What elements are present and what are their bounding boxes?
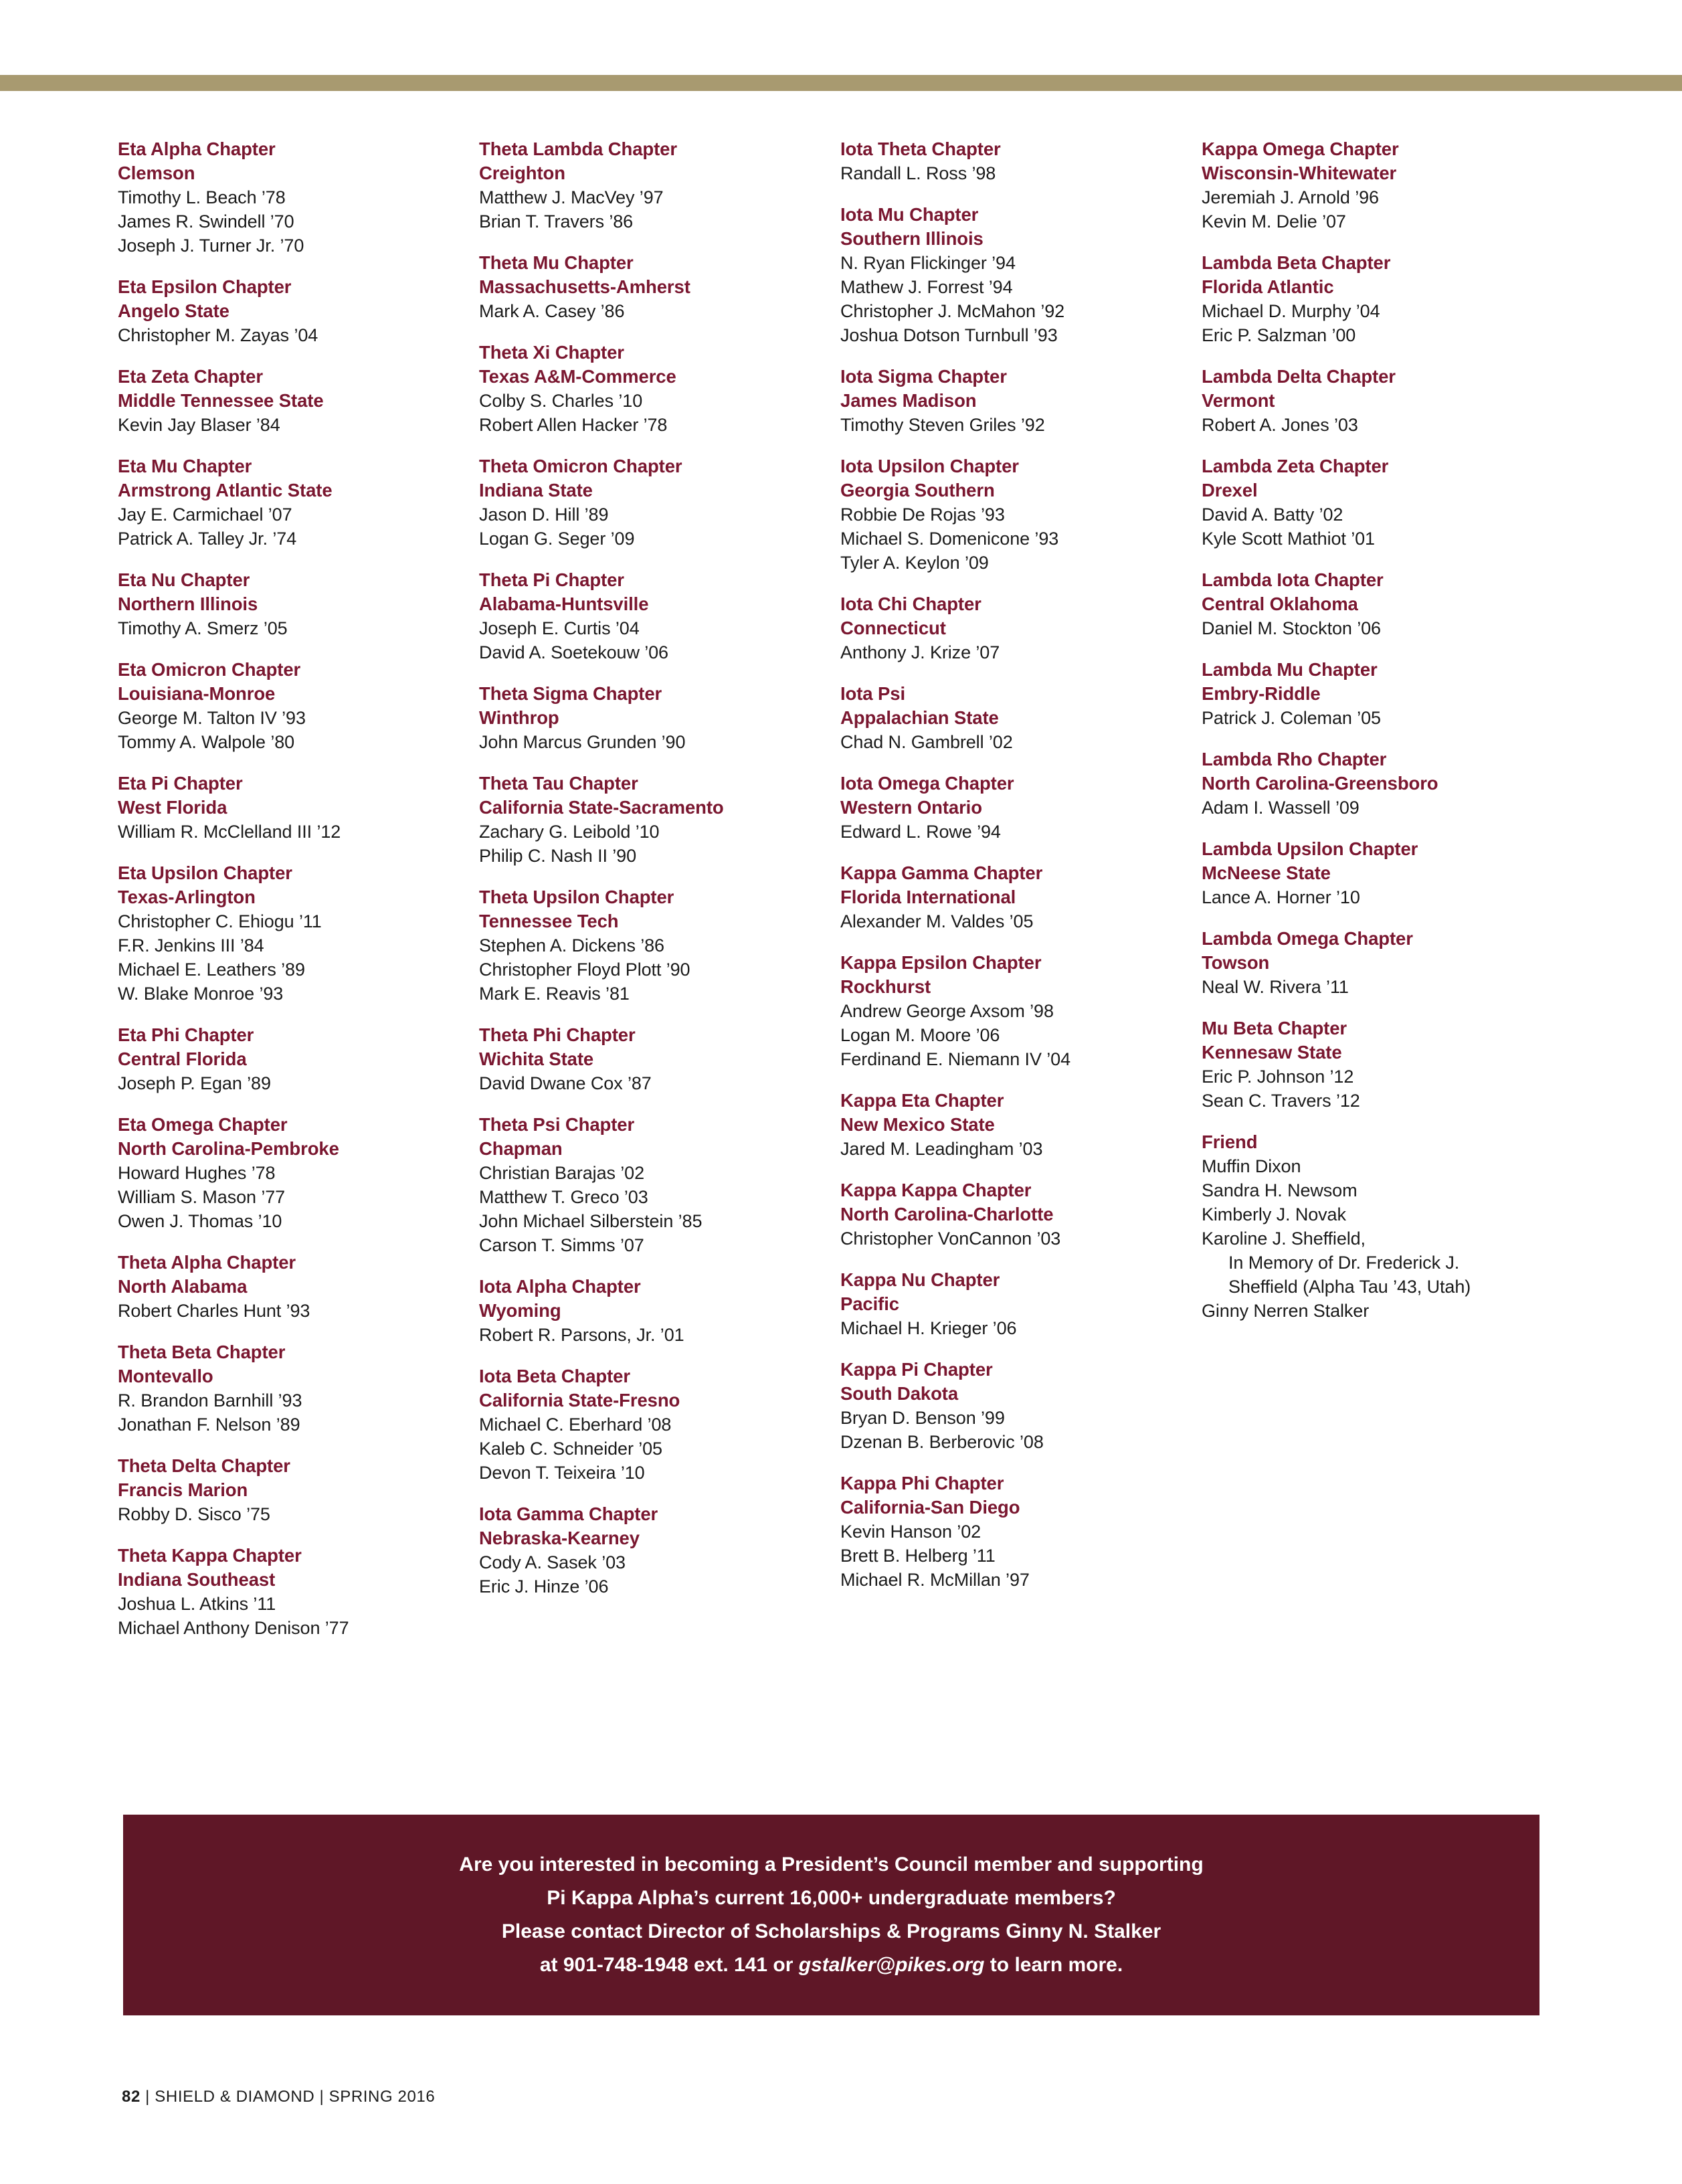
chapter-school: North Alabama (118, 1276, 248, 1297)
chapter-school: Francis Marion (118, 1479, 248, 1500)
donor-name: Jonathan F. Nelson ’89 (118, 1415, 300, 1435)
chapter-school: Middle Tennessee State (118, 390, 324, 411)
chapter-school: Connecticut (840, 618, 946, 638)
chapter-block (479, 885, 824, 1006)
donor-name: Lance A. Horner ’10 (1202, 887, 1360, 907)
chapter-school: Kennesaw State (1202, 1042, 1342, 1063)
chapter-block (840, 592, 1186, 664)
chapter-school: Clemson (118, 163, 195, 183)
chapter-block (118, 1340, 463, 1437)
chapter-school: Texas A&M-Commerce (479, 366, 676, 387)
chapter-name: Theta Upsilon Chapter (479, 887, 674, 907)
donor-name: Robert R. Parsons, Jr. ’01 (479, 1325, 684, 1345)
chapter-name: Eta Alpha Chapter (118, 139, 276, 159)
donor-name: Tyler A. Keylon ’09 (840, 553, 989, 573)
chapter-school: North Carolina-Greensboro (1202, 773, 1438, 794)
chapter-school: Rockhurst (840, 976, 931, 997)
cta-line-2: Pi Kappa Alpha’s current 16,000+ undergraduate members? (547, 1887, 1116, 1909)
cta-line-4 (540, 1948, 1123, 1982)
chapter-school: South Dakota (840, 1383, 959, 1404)
chapter-name: Theta Tau Chapter (479, 773, 638, 794)
donor-name: Joshua L. Atkins ’11 (118, 1594, 276, 1614)
chapter-school: Nebraska-Kearney (479, 1528, 640, 1548)
chapter-name: Lambda Zeta Chapter (1202, 456, 1389, 476)
cta-line4-suffix: to learn more. (984, 1954, 1123, 1976)
donor-name: Cody A. Sasek ’03 (479, 1552, 626, 1572)
donor-name: Stephen A. Dickens ’86 (479, 935, 664, 955)
chapter-block (1202, 658, 1560, 730)
column-1 (118, 137, 479, 1640)
donor-name: Muffin Dixon (1202, 1156, 1301, 1176)
chapter-school: Indiana Southeast (118, 1569, 276, 1590)
column-3 (840, 137, 1202, 1592)
donor-memorial-line: Sheffield (Alpha Tau ’43, Utah) (1228, 1277, 1471, 1297)
chapter-name: Eta Epsilon Chapter (118, 276, 292, 297)
chapter-block (1202, 1130, 1560, 1323)
donor-name: Edward L. Rowe ’94 (840, 822, 1001, 842)
chapter-name: Kappa Kappa Chapter (840, 1180, 1032, 1200)
chapter-name: Iota Alpha Chapter (479, 1276, 641, 1297)
chapter-school: Appalachian State (840, 707, 999, 728)
donor-name: Michael E. Leathers ’89 (118, 960, 305, 980)
donor-name: Michael C. Eberhard ’08 (479, 1415, 672, 1435)
chapter-block (479, 1364, 824, 1485)
donor-name: F.R. Jenkins III ’84 (118, 935, 264, 955)
chapter-name: Eta Upsilon Chapter (118, 862, 292, 883)
chapter-school: Florida Atlantic (1202, 276, 1334, 297)
cta-phone-text: at 901-748-1948 ext. 141 or (539, 1954, 799, 1976)
donor-name: Kyle Scott Mathiot ’01 (1202, 529, 1375, 549)
page-footer (122, 2088, 435, 2106)
donor-name: Devon T. Teixeira ’10 (479, 1463, 645, 1483)
donor-name: Robert Charles Hunt ’93 (118, 1301, 310, 1321)
chapter-school: California State-Fresno (479, 1390, 680, 1410)
chapter-block (479, 1275, 824, 1347)
donor-name: Karoline J. Sheffield, (1202, 1228, 1366, 1249)
chapter-name: Lambda Upsilon Chapter (1202, 838, 1418, 859)
chapter-name: Kappa Gamma Chapter (840, 862, 1043, 883)
donor-name: Christopher Floyd Plott ’90 (479, 960, 690, 980)
donor-name: Brett B. Helberg ’11 (840, 1546, 996, 1566)
donor-name: Patrick A. Talley Jr. ’74 (118, 529, 297, 549)
donor-name: Logan G. Seger ’09 (479, 529, 635, 549)
chapter-school: McNeese State (1202, 862, 1331, 883)
donor-name: Anthony J. Krize ’07 (840, 642, 1000, 662)
chapter-name: Eta Mu Chapter (118, 456, 252, 476)
chapter-block (840, 1089, 1186, 1161)
page-number: 82 (122, 2088, 141, 2106)
footer-separator-2: | (314, 2088, 329, 2106)
donor-name: Joseph J. Turner Jr. ’70 (118, 236, 304, 256)
chapter-school: North Carolina-Pembroke (118, 1138, 339, 1159)
donor-name: John Michael Silberstein ’85 (479, 1211, 703, 1231)
chapter-school: Chapman (479, 1138, 563, 1159)
chapter-block (840, 365, 1186, 437)
chapter-block (118, 137, 463, 258)
donor-name: Kevin Hanson ’02 (840, 1522, 982, 1542)
donor-name: Timothy Steven Griles ’92 (840, 415, 1045, 435)
donor-name: Brian T. Travers ’86 (479, 211, 634, 232)
chapter-name: Iota Gamma Chapter (479, 1504, 658, 1524)
donor-name: David A. Soetekouw ’06 (479, 642, 668, 662)
chapter-name: Theta Kappa Chapter (118, 1545, 302, 1566)
chapter-block (118, 454, 463, 551)
chapter-school: California State-Sacramento (479, 797, 724, 818)
chapter-name: Lambda Delta Chapter (1202, 366, 1396, 387)
donor-name: Timothy L. Beach ’78 (118, 187, 286, 207)
chapter-block (118, 861, 463, 1006)
donor-name: Kimberly J. Novak (1202, 1204, 1346, 1224)
donor-name: Kevin M. Delie ’07 (1202, 211, 1346, 232)
chapter-name: Iota Theta Chapter (840, 139, 1001, 159)
chapter-school: Texas-Arlington (118, 887, 256, 907)
chapter-school: Armstrong Atlantic State (118, 480, 333, 500)
donor-name: Mathew J. Forrest ’94 (840, 277, 1013, 297)
donor-name: Christopher VonCannon ’03 (840, 1228, 1061, 1249)
chapter-block (479, 568, 824, 664)
chapter-block (840, 203, 1186, 347)
chapter-block (479, 682, 824, 754)
chapter-name: Theta Pi Chapter (479, 569, 624, 590)
chapter-block (118, 1023, 463, 1095)
footer-separator-1: | (140, 2088, 155, 2106)
chapter-block (840, 137, 1186, 185)
donor-name: Zachary G. Leibold ’10 (479, 822, 660, 842)
chapter-school: Embry-Riddle (1202, 683, 1321, 704)
chapter-name: Theta Mu Chapter (479, 252, 634, 273)
chapter-name: Kappa Nu Chapter (840, 1269, 1000, 1290)
donor-name: Eric P. Johnson ’12 (1202, 1067, 1354, 1087)
donor-memorial-line: In Memory of Dr. Frederick J. (1228, 1253, 1460, 1273)
donor-name: Robert Allen Hacker ’78 (479, 415, 668, 435)
chapter-name: Lambda Iota Chapter (1202, 569, 1384, 590)
chapter-block (1202, 568, 1560, 640)
cta-line-1: Are you interested in becoming a President’s Council member and supporting (459, 1853, 1204, 1876)
donor-name: Michael R. McMillan ’97 (840, 1570, 1030, 1590)
chapter-school: Northern Illinois (118, 594, 258, 614)
donor-name: George M. Talton IV ’93 (118, 708, 306, 728)
chapter-name: Theta Phi Chapter (479, 1024, 636, 1045)
chapter-name: Theta Psi Chapter (479, 1114, 635, 1135)
donor-name: Michael H. Krieger ’06 (840, 1318, 1017, 1338)
chapter-block (840, 1471, 1186, 1592)
chapter-school: Winthrop (479, 707, 559, 728)
chapter-school: Wyoming (479, 1300, 561, 1321)
donor-name: Sandra H. Newsom (1202, 1180, 1358, 1200)
chapter-block (118, 365, 463, 437)
donor-name: Christopher M. Zayas ’04 (118, 325, 318, 345)
chapter-block (840, 1178, 1186, 1251)
chapter-block (840, 861, 1186, 933)
chapter-name: Eta Pi Chapter (118, 773, 243, 794)
chapter-block (118, 1544, 463, 1640)
chapter-name: Lambda Beta Chapter (1202, 252, 1391, 273)
chapter-name: Mu Beta Chapter (1202, 1018, 1347, 1038)
cta-line-3: Please contact Director of Scholarships & Programs Ginny N. Stalker (501, 1920, 1161, 1942)
donor-name: Joseph E. Curtis ’04 (479, 618, 640, 638)
chapter-school: Florida International (840, 887, 1016, 907)
chapter-name: Iota Omega Chapter (840, 773, 1014, 794)
donor-name: R. Brandon Barnhill ’93 (118, 1390, 302, 1410)
donor-name: Philip C. Nash II ’90 (479, 846, 637, 866)
chapter-school: Louisiana-Monroe (118, 683, 276, 704)
cta-email-link[interactable]: gstalker@pikes.org (798, 1954, 985, 1976)
chapter-block (1202, 454, 1560, 551)
chapter-name: Theta Omicron Chapter (479, 456, 682, 476)
chapter-school: Pacific (840, 1293, 899, 1314)
donor-name: Jared M. Leadingham ’03 (840, 1139, 1043, 1159)
donor-name: Sean C. Travers ’12 (1202, 1091, 1360, 1111)
chapter-block (118, 568, 463, 640)
chapter-school: Tennessee Tech (479, 911, 619, 931)
chapter-school: New Mexico State (840, 1114, 995, 1135)
chapter-name: Kappa Omega Chapter (1202, 139, 1399, 159)
chapter-school: California-San Diego (840, 1497, 1020, 1518)
chapter-block (479, 454, 824, 551)
donor-name: Jason D. Hill ’89 (479, 505, 609, 525)
chapter-block (479, 341, 824, 437)
chapter-name: Eta Omicron Chapter (118, 659, 301, 680)
chapter-school: Massachusetts-Amherst (479, 276, 690, 297)
donor-name: Matthew T. Greco ’03 (479, 1187, 648, 1207)
chapter-block (840, 771, 1186, 844)
donor-name: Dzenan B. Berberovic ’08 (840, 1432, 1044, 1452)
column-4 (1202, 137, 1576, 1323)
donor-name: Jeremiah J. Arnold ’96 (1202, 187, 1379, 207)
chapter-name: Kappa Pi Chapter (840, 1359, 993, 1380)
chapter-block (479, 1023, 824, 1095)
donor-name: Howard Hughes ’78 (118, 1163, 276, 1183)
donor-name: Kevin Jay Blaser ’84 (118, 415, 280, 435)
chapter-block (479, 251, 824, 323)
donor-name: Tommy A. Walpole ’80 (118, 732, 295, 752)
chapter-school: Vermont (1202, 390, 1275, 411)
chapter-block (479, 1113, 824, 1257)
donor-name: William R. McClelland III ’12 (118, 822, 341, 842)
donor-name: Neal W. Rivera ’11 (1202, 977, 1349, 997)
donor-name: Joshua Dotson Turnbull ’93 (840, 325, 1058, 345)
chapter-school: West Florida (118, 797, 227, 818)
chapter-name: Theta Beta Chapter (118, 1342, 286, 1362)
donor-name: Chad N. Gambrell ’02 (840, 732, 1013, 752)
donor-name: Michael Anthony Denison ’77 (118, 1618, 349, 1638)
donor-name: Eric J. Hinze ’06 (479, 1576, 609, 1597)
donor-name: David Dwane Cox ’87 (479, 1073, 652, 1093)
donor-name: Matthew J. MacVey ’97 (479, 187, 664, 207)
chapter-school: Georgia Southern (840, 480, 995, 500)
donor-name: Robbie De Rojas ’93 (840, 505, 1005, 525)
chapter-school: Western Ontario (840, 797, 982, 818)
chapter-name: Theta Lambda Chapter (479, 139, 677, 159)
chapter-name: Theta Delta Chapter (118, 1455, 290, 1476)
chapter-block (479, 1502, 824, 1599)
chapter-block (118, 275, 463, 347)
chapter-school: Southern Illinois (840, 228, 984, 249)
chapter-name: Kappa Phi Chapter (840, 1473, 1004, 1493)
chapter-school: Central Oklahoma (1202, 594, 1358, 614)
chapter-name: Lambda Omega Chapter (1202, 928, 1413, 949)
chapter-name: Theta Sigma Chapter (479, 683, 662, 704)
donor-name: William S. Mason ’77 (118, 1187, 286, 1207)
donor-name: Owen J. Thomas ’10 (118, 1211, 282, 1231)
chapter-block (1202, 137, 1560, 234)
donor-name: Timothy A. Smerz ’05 (118, 618, 288, 638)
donor-columns-container (118, 137, 1576, 1640)
chapter-school: Indiana State (479, 480, 593, 500)
chapter-name: Iota Mu Chapter (840, 204, 979, 225)
donor-name: W. Blake Monroe ’93 (118, 984, 284, 1004)
top-gold-rule (0, 75, 1682, 91)
donor-name: N. Ryan Flickinger ’94 (840, 253, 1016, 273)
chapter-school: Drexel (1202, 480, 1258, 500)
chapter-name: Theta Xi Chapter (479, 342, 624, 363)
chapter-block (118, 771, 463, 844)
donor-name: Colby S. Charles ’10 (479, 391, 643, 411)
donor-name: Eric P. Salzman ’00 (1202, 325, 1356, 345)
donor-name: Kaleb C. Schneider ’05 (479, 1439, 662, 1459)
donor-name: Robert A. Jones ’03 (1202, 415, 1358, 435)
chapter-block (1202, 1016, 1560, 1113)
chapter-block (840, 951, 1186, 1071)
chapter-school: Creighton (479, 163, 565, 183)
donor-name: Christian Barajas ’02 (479, 1163, 645, 1183)
footer-issue: SPRING 2016 (329, 2088, 436, 2106)
donor-name: Mark A. Casey ’86 (479, 301, 625, 321)
donor-name: Randall L. Ross ’98 (840, 163, 996, 183)
chapter-block (1202, 837, 1560, 909)
donor-name: Patrick J. Coleman ’05 (1202, 708, 1381, 728)
chapter-block (840, 1268, 1186, 1340)
chapter-name: Lambda Mu Chapter (1202, 659, 1378, 680)
chapter-name: Eta Zeta Chapter (118, 366, 263, 387)
chapter-name: Iota Psi (840, 683, 906, 704)
chapter-block (479, 771, 824, 868)
chapter-name: Friend (1202, 1131, 1258, 1152)
chapter-name: Eta Nu Chapter (118, 569, 250, 590)
chapter-name: Kappa Epsilon Chapter (840, 952, 1042, 973)
chapter-block (479, 137, 824, 234)
chapter-school: Angelo State (118, 300, 229, 321)
chapter-block (1202, 365, 1560, 437)
chapter-block (118, 1251, 463, 1323)
donor-name: John Marcus Grunden ’90 (479, 732, 686, 752)
chapter-block (118, 1454, 463, 1526)
chapter-name: Lambda Rho Chapter (1202, 749, 1387, 769)
chapter-name: Iota Beta Chapter (479, 1366, 630, 1386)
donor-name: Alexander M. Valdes ’05 (840, 911, 1034, 931)
presidents-council-callout-box (123, 1815, 1539, 2015)
donor-name: Christopher J. McMahon ’92 (840, 301, 1065, 321)
chapter-school: Towson (1202, 952, 1270, 973)
donor-name: Michael D. Murphy ’04 (1202, 301, 1380, 321)
chapter-name: Theta Alpha Chapter (118, 1252, 296, 1273)
donor-name: Jay E. Carmichael ’07 (118, 505, 292, 525)
chapter-name: Iota Sigma Chapter (840, 366, 1007, 387)
chapter-school: Montevallo (118, 1366, 213, 1386)
chapter-name: Eta Phi Chapter (118, 1024, 254, 1045)
chapter-block (840, 682, 1186, 754)
donor-name: Christopher C. Ehiogu ’11 (118, 911, 322, 931)
chapter-school: Wisconsin-Whitewater (1202, 163, 1397, 183)
donor-name: Carson T. Simms ’07 (479, 1235, 644, 1255)
donor-name: David A. Batty ’02 (1202, 505, 1343, 525)
donor-name: Andrew George Axsom ’98 (840, 1001, 1054, 1021)
chapter-block (1202, 251, 1560, 347)
chapter-block (1202, 927, 1560, 999)
footer-publication-title: SHIELD & DIAMOND (155, 2088, 315, 2106)
chapter-block (118, 658, 463, 754)
chapter-school: Alabama-Huntsville (479, 594, 649, 614)
donor-name: Ginny Nerren Stalker (1202, 1301, 1370, 1321)
donor-name: Adam I. Wassell ’09 (1202, 798, 1360, 818)
donor-name: Logan M. Moore ’06 (840, 1025, 1000, 1045)
chapter-block (840, 454, 1186, 575)
donor-name: James R. Swindell ’70 (118, 211, 294, 232)
column-2 (479, 137, 840, 1599)
chapter-block (118, 1113, 463, 1233)
donor-name: Robby D. Sisco ’75 (118, 1504, 270, 1524)
chapter-school: James Madison (840, 390, 977, 411)
donor-name: Mark E. Reavis ’81 (479, 984, 630, 1004)
donor-name: Ferdinand E. Niemann IV ’04 (840, 1049, 1070, 1069)
donor-name: Daniel M. Stockton ’06 (1202, 618, 1381, 638)
chapter-block (840, 1358, 1186, 1454)
donor-name: Joseph P. Egan ’89 (118, 1073, 271, 1093)
chapter-name: Iota Upsilon Chapter (840, 456, 1019, 476)
chapter-school: North Carolina-Charlotte (840, 1204, 1054, 1224)
donor-name: Michael S. Domenicone ’93 (840, 529, 1059, 549)
chapter-name: Eta Omega Chapter (118, 1114, 288, 1135)
chapter-name: Iota Chi Chapter (840, 594, 982, 614)
chapter-name: Kappa Eta Chapter (840, 1090, 1004, 1111)
chapter-block (1202, 747, 1560, 820)
chapter-school: Central Florida (118, 1049, 247, 1069)
donor-name: Bryan D. Benson ’99 (840, 1408, 1005, 1428)
chapter-school: Wichita State (479, 1049, 594, 1069)
